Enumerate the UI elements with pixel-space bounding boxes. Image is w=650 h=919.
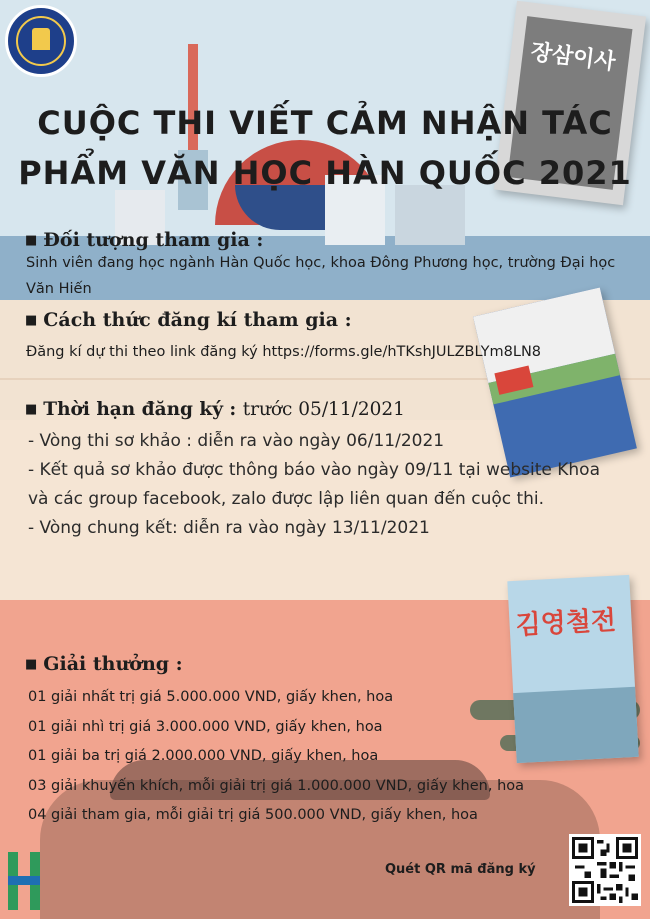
section-heading-registration bbox=[25, 309, 352, 331]
section-heading-deadline-text: Thời hạn đăng ký : bbox=[43, 399, 237, 420]
section-heading-target bbox=[25, 229, 263, 251]
qr-code[interactable] bbox=[569, 834, 641, 906]
square-bullet-icon: ■ bbox=[25, 402, 38, 417]
prize-item: 01 giải nhất trị giá 5.000.000 VND, giấy khen, hoa bbox=[28, 689, 394, 705]
target-description: Sinh viên đang học ngành Hàn Quốc học, khoa Đông Phương học, trường Đại học Văn Hiến bbox=[26, 255, 616, 297]
section-heading-target-text: Đối tượng tham gia : bbox=[43, 229, 264, 251]
section-heading-registration-text: Cách thức đăng kí tham gia : bbox=[43, 309, 352, 331]
prize-item: 01 giải nhì trị giá 3.000.000 VND, giấy khen, hoa bbox=[28, 718, 383, 735]
section-heading-prizes bbox=[25, 653, 183, 675]
prize-item: 03 giải khuyến khích, mỗi giải trị giá 1.000.000 VND, giấy khen, hoa bbox=[28, 777, 525, 794]
deadline-value: trước 05/11/2021 bbox=[242, 399, 405, 420]
poster-title bbox=[0, 98, 650, 198]
section-heading-prizes-text: Giải thưởng : bbox=[43, 653, 183, 675]
timeline-item: - Vòng chung kết: diễn ra vào ngày 13/11/2021 bbox=[28, 518, 430, 538]
section-heading-deadline bbox=[25, 399, 405, 420]
square-bullet-icon: ■ bbox=[25, 233, 38, 248]
timeline-item: - Kết quả sơ khảo được thông báo vào ngày 09/11 tại website Khoa và các group facebook, zalo được lập liên quan đến cuộc thi. bbox=[28, 460, 600, 509]
book-cover-3-title: 김영철전 bbox=[514, 605, 617, 641]
timeline-item: - Vòng thi sơ khảo : diễn ra vào ngày 06/11/2021 bbox=[28, 431, 445, 451]
square-bullet-icon: ■ bbox=[25, 657, 38, 672]
book-cover-3-sea bbox=[513, 687, 638, 763]
qr-label: Quét QR mã đăng ký bbox=[385, 862, 536, 877]
qr-code-icon bbox=[572, 837, 638, 903]
university-logo bbox=[5, 5, 77, 77]
registration-description: Đăng kí dự thi theo link đăng ký https://forms.gle/hTKshJULZBLYm8LN8 bbox=[26, 344, 542, 360]
prize-item: 01 giải ba trị giá 2.000.000 VND, giấy khen, hoa bbox=[28, 748, 379, 764]
poster-title-line-2: PHẨM VĂN HỌC HÀN QUỐC 2021 bbox=[18, 154, 632, 192]
prize-list bbox=[28, 683, 524, 831]
faculty-logo-crossbar bbox=[8, 876, 40, 885]
timeline-list bbox=[28, 427, 618, 543]
book-cover-1-title: 장삼이사 bbox=[529, 38, 617, 76]
faculty-logo bbox=[8, 852, 44, 910]
book-cover-3 bbox=[507, 575, 638, 763]
prize-item: 04 giải tham gia, mỗi giải trị giá 500.000 VND, giấy khen, hoa bbox=[28, 807, 478, 823]
square-bullet-icon: ■ bbox=[25, 313, 38, 328]
university-gate-icon bbox=[32, 28, 50, 50]
poster-title-line-1: CUỘC THI VIẾT CẢM NHẬN TÁC bbox=[37, 104, 613, 142]
